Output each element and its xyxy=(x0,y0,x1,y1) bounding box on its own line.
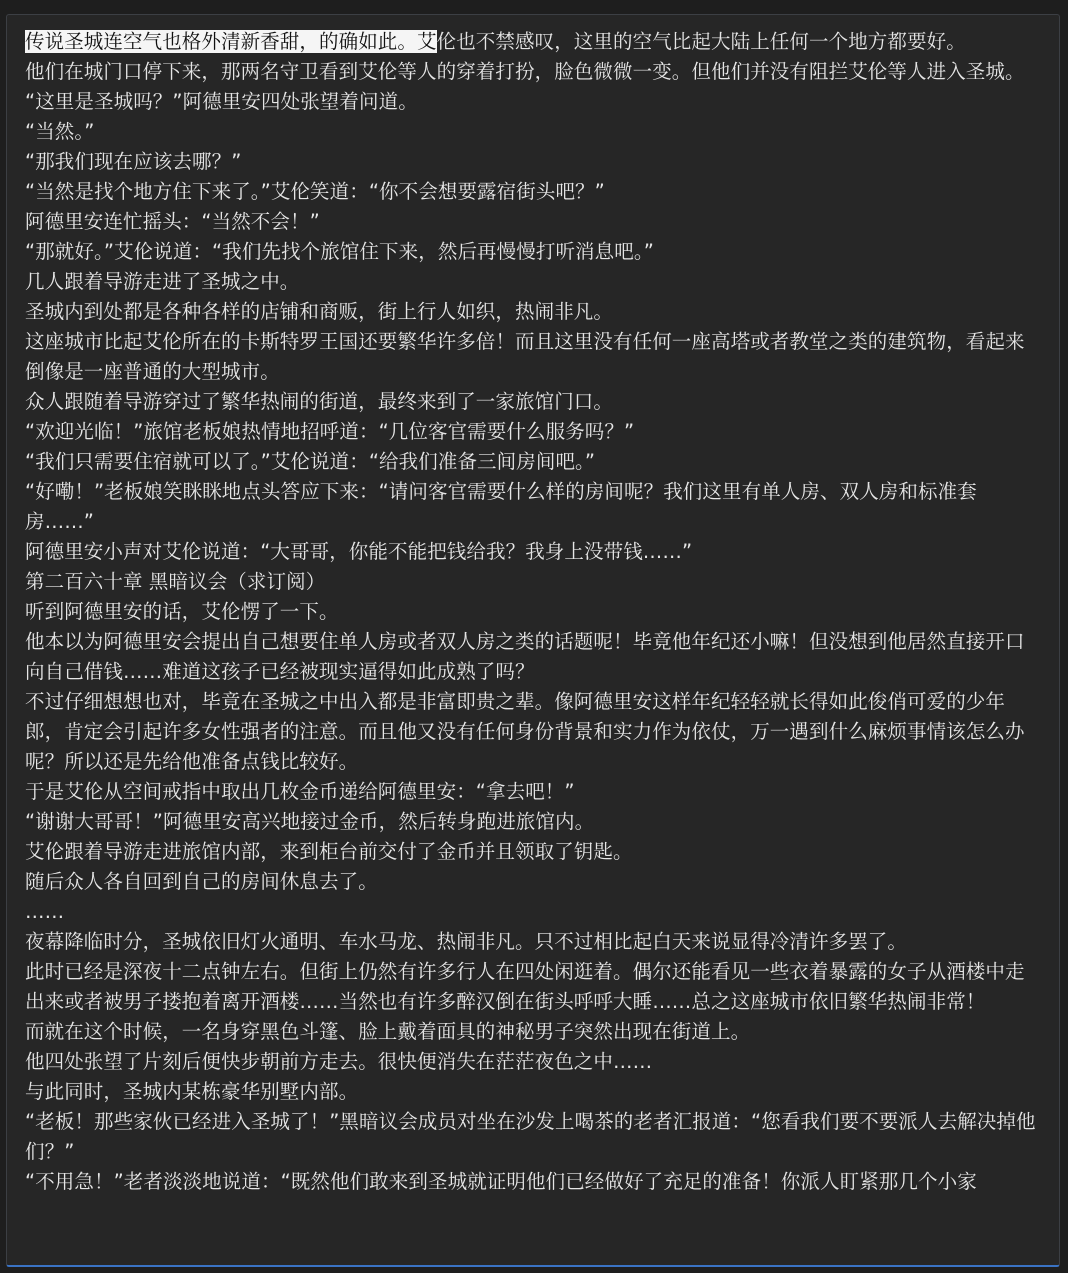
paragraph: “当然。” xyxy=(25,120,95,143)
paragraph: 夜幕降临时分，圣城依旧灯火通明、车水马龙、热闹非凡。只不过相比起白天来说显得冷清许多罢了。 xyxy=(25,930,908,953)
paragraph: 艾伦跟着导游走进旅馆内部，来到柜台前交付了金币并且领取了钥匙。 xyxy=(25,840,633,863)
paragraph: “不用急！”老者淡淡地说道：“既然他们敢来到圣城就证明他们已经做好了充足的准备！你派人盯紧那几个小家 xyxy=(25,1170,977,1193)
paragraph: “好嘞！”老板娘笑眯眯地点头答应下来：“请问客官需要什么样的房间呢？我们这里有单人房、双人房和标准套房……” xyxy=(25,480,977,533)
paragraph: “那我们现在应该去哪？” xyxy=(25,150,242,173)
paragraph: “欢迎光临！”旅馆老板娘热情地招呼道：“几位客官需要什么服务吗？” xyxy=(25,420,635,443)
selected-text[interactable]: 传说圣城连空气也格外清新香甜，的确如此。艾 xyxy=(25,30,437,53)
text-editor[interactable] xyxy=(6,14,1060,1267)
paragraph: 他们在城门口停下来，那两名守卫看到艾伦等人的穿着打扮，脸色微微一变。但他们并没有阻拦艾伦等人进入圣城。 xyxy=(25,60,1025,83)
paragraph: “老板！那些家伙已经进入圣城了！”黑暗议会成员对坐在沙发上喝茶的老者汇报道：“您看我们要不要派人去解决掉他们？” xyxy=(25,1110,1036,1163)
paragraph: “这里是圣城吗？”阿德里安四处张望着问道。 xyxy=(25,90,418,113)
paragraph: 此时已经是深夜十二点钟左右。但街上仍然有许多行人在四处闲逛着。偶尔还能看见一些衣着暴露的女子从酒楼中走出来或者被男子搂抱着离开酒楼……当然也有许多醉汉倒在街头呼呼大睡……总之这座城市依旧繁华热闹非常！ xyxy=(25,960,1025,1013)
paragraph: “那就好。”艾伦说道：“我们先找个旅馆住下来，然后再慢慢打听消息吧。” xyxy=(25,240,654,263)
paragraph: 于是艾伦从空间戒指中取出几枚金币递给阿德里安：“拿去吧！” xyxy=(25,780,575,803)
paragraph: 众人跟随着导游穿过了繁华热闹的街道，最终来到了一家旅馆门口。 xyxy=(25,390,614,413)
paragraph: …… xyxy=(25,900,65,923)
first-line-rest: 伦也不禁感叹，这里的空气比起大陆上任何一个地方都要好。 xyxy=(436,30,966,53)
paragraph: “当然是找个地方住下来了。”艾伦笑道：“你不会想要露宿街头吧？” xyxy=(25,180,605,203)
paragraph: 而就在这个时候，一名身穿黑色斗篷、脸上戴着面具的神秘男子突然出现在街道上。 xyxy=(25,1020,751,1043)
text-content[interactable] xyxy=(25,27,1041,1197)
paragraph: 随后众人各自回到自己的房间休息去了。 xyxy=(25,870,378,893)
paragraph: 几人跟着导游走进了圣城之中。 xyxy=(25,270,300,293)
paragraph: 他四处张望了片刻后便快步朝前方走去。很快便消失在茫茫夜色之中…… xyxy=(25,1050,653,1073)
paragraph: “谢谢大哥哥！”阿德里安高兴地接过金币，然后转身跑进旅馆内。 xyxy=(25,810,595,833)
paragraph: 与此同时，圣城内某栋豪华别墅内部。 xyxy=(25,1080,359,1103)
paragraph-first-line xyxy=(25,27,1041,57)
paragraph: 圣城内到处都是各种各样的店铺和商贩，街上行人如织，热闹非凡。 xyxy=(25,300,614,323)
paragraph: 不过仔细想想也对，毕竟在圣城之中出入都是非富即贵之辈。像阿德里安这样年纪轻轻就长得如此俊俏可爱的少年郎，肯定会引起许多女性强者的注意。而且他又没有任何身份背景和实力作为依仗，万一遇到什么麻烦事情该怎么办呢？所以还是先给他准备点钱比较好。 xyxy=(25,690,1025,773)
paragraph: 第二百六十章 黑暗议会（求订阅） xyxy=(25,570,326,593)
paragraph: 阿德里安小声对艾伦说道：“大哥哥，你能不能把钱给我？我身上没带钱……” xyxy=(25,540,693,563)
paragraph: 这座城市比起艾伦所在的卡斯特罗王国还要繁华许多倍！而且这里没有任何一座高塔或者教堂之类的建筑物，看起来倒像是一座普通的大型城市。 xyxy=(25,330,1025,383)
paragraph: 听到阿德里安的话，艾伦愣了一下。 xyxy=(25,600,339,623)
paragraph: “我们只需要住宿就可以了。”艾伦说道：“给我们准备三间房间吧。” xyxy=(25,450,596,473)
paragraph: 他本以为阿德里安会提出自己想要住单人房或者双人房之类的话题呢！毕竟他年纪还小嘛！但没想到他居然直接开口向自己借钱……难道这孩子已经被现实逼得如此成熟了吗？ xyxy=(25,630,1025,683)
paragraph: 阿德里安连忙摇头：“当然不会！” xyxy=(25,210,320,233)
